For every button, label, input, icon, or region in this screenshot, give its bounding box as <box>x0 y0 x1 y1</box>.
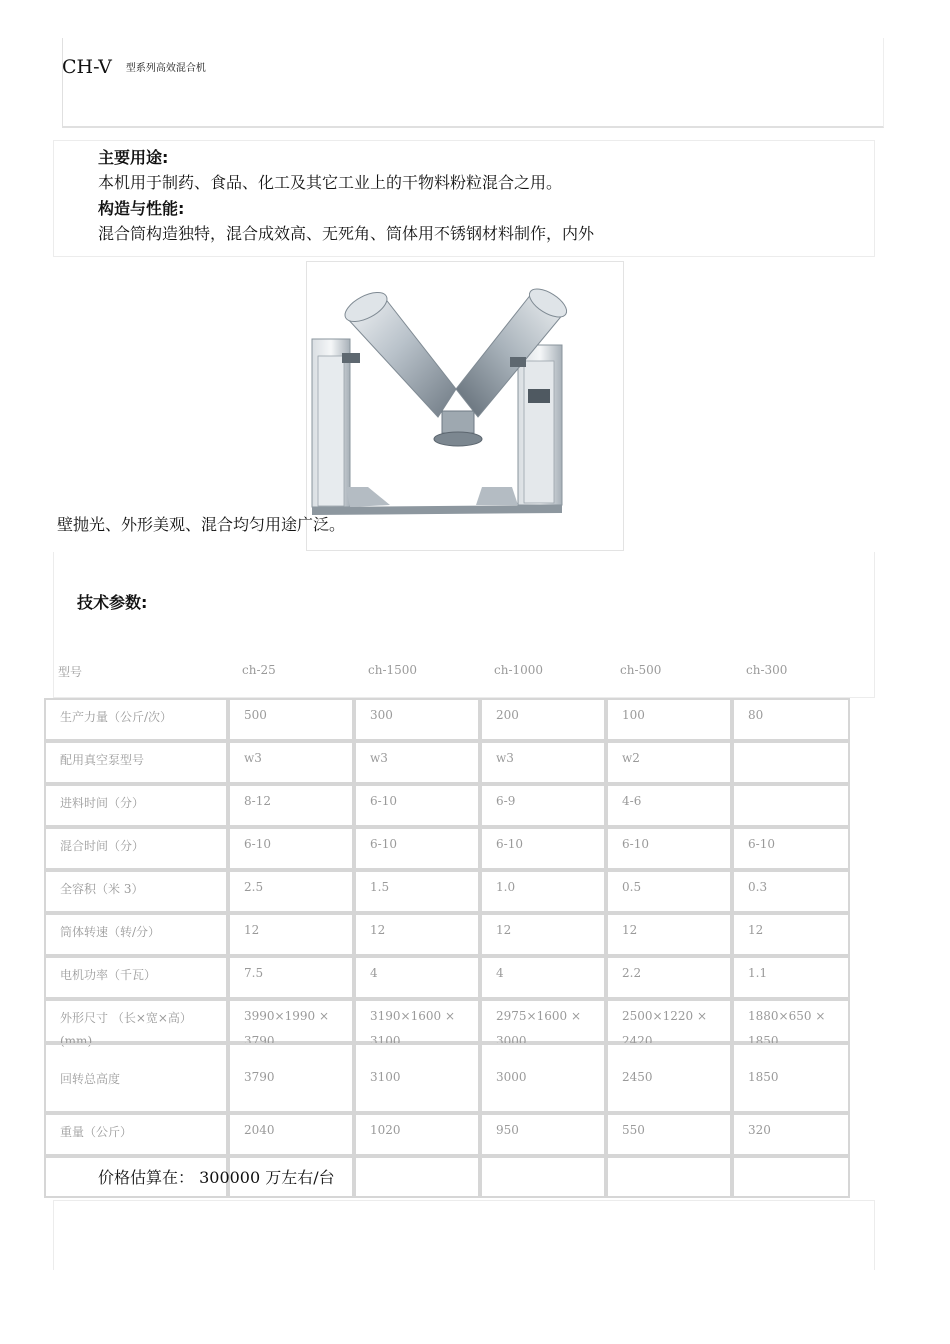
table-cell: 7.5 <box>228 956 354 999</box>
use-heading: 主要用途: <box>98 148 169 167</box>
table-cell: 电机功率（千瓦） <box>44 956 228 999</box>
use-text: 本机用于制药、食品、化工及其它工业上的干物料粉粒混合之用。 <box>98 173 563 192</box>
table-cell: 6-10 <box>228 827 354 870</box>
table-cell: 1.0 <box>480 870 606 913</box>
table-cell: 200 <box>480 698 606 741</box>
table-cell: 外形尺寸 （长×宽×高） (mm) <box>44 999 228 1043</box>
table-cell: 2450 <box>606 1043 732 1113</box>
table-cell: 100 <box>606 698 732 741</box>
table-cell: 3790 <box>228 1043 354 1113</box>
table-cell: 500 <box>228 698 354 741</box>
v-mixer-machine-image <box>306 261 624 551</box>
table-cell: 300 <box>354 698 480 741</box>
table-cell: 2.5 <box>228 870 354 913</box>
structure-heading: 构造与性能: <box>98 199 185 218</box>
params-heading: 技术参数: <box>77 593 148 612</box>
table-cell: 950 <box>480 1113 606 1156</box>
table-cell: 2040 <box>228 1113 354 1156</box>
table-cell: 4 <box>354 956 480 999</box>
table-cell: 1850 <box>732 1043 850 1113</box>
table-header-cell: ch-500 <box>620 663 662 677</box>
table-cell <box>732 741 850 784</box>
table-cell: 6-9 <box>480 784 606 827</box>
table-cell: 配用真空泵型号 <box>44 741 228 784</box>
table-cell: 1.1 <box>732 956 850 999</box>
table-cell: 6-10 <box>606 827 732 870</box>
table-cell: 2.2 <box>606 956 732 999</box>
table-cell <box>480 1156 606 1198</box>
table-cell: 550 <box>606 1113 732 1156</box>
table-header-cell: ch-1000 <box>494 663 544 677</box>
table-header-cell: ch-300 <box>746 663 788 677</box>
page-title <box>62 56 206 78</box>
bottom-frame <box>53 1200 875 1270</box>
table-cell: 筒体转速（转/分） <box>44 913 228 956</box>
table-cell: 1020 <box>354 1113 480 1156</box>
table-cell: 2500×1220 × 2420 <box>606 999 732 1043</box>
table-cell: 4 <box>480 956 606 999</box>
table-cell: 8-12 <box>228 784 354 827</box>
table-cell: 12 <box>228 913 354 956</box>
table-cell: 生产力量（公斤/次） <box>44 698 228 741</box>
price-estimate: 价格估算在： 300000 万左右/台 <box>98 1168 335 1187</box>
title-frame <box>62 38 884 128</box>
table-cell <box>354 1156 480 1198</box>
table-cell: 全容积（米 3） <box>44 870 228 913</box>
table-cell: 12 <box>480 913 606 956</box>
table-header-cell: ch-1500 <box>368 663 418 677</box>
table-cell: 2975×1600 × 3000 <box>480 999 606 1043</box>
table-cell: 6-10 <box>354 784 480 827</box>
table-cell: 3000 <box>480 1043 606 1113</box>
table-cell: 3100 <box>354 1043 480 1113</box>
title-name: 型系列高效混合机 <box>125 63 206 74</box>
table-cell: 3190×1600 × 3100 <box>354 999 480 1043</box>
title-model: CH-V <box>62 56 112 78</box>
table-cell: 80 <box>732 698 850 741</box>
table-cell: w2 <box>606 741 732 784</box>
table-cell: 4-6 <box>606 784 732 827</box>
table-cell: 0.5 <box>606 870 732 913</box>
table-cell <box>732 784 850 827</box>
table-cell <box>606 1156 732 1198</box>
table-cell: 3990×1990 × 3790 <box>228 999 354 1043</box>
table-cell: 混合时间（分） <box>44 827 228 870</box>
table-cell: 回转总高度 <box>44 1043 228 1113</box>
table-cell: 6-10 <box>354 827 480 870</box>
table-cell: 320 <box>732 1113 850 1156</box>
table-cell: 重量（公斤） <box>44 1113 228 1156</box>
table-cell: 0.3 <box>732 870 850 913</box>
table-cell: 进料时间（分） <box>44 784 228 827</box>
structure-text-1: 混合筒构造独特，混合成效高、无死角、筒体用不锈钢材料制作，内外 <box>98 224 595 243</box>
table-cell: w3 <box>228 741 354 784</box>
table-cell <box>732 1156 850 1198</box>
table-header-cell: ch-25 <box>242 663 276 677</box>
table-cell: 12 <box>354 913 480 956</box>
table-cell: w3 <box>480 741 606 784</box>
table-cell: 1880×650 × 1850 <box>732 999 850 1043</box>
table-cell: 1.5 <box>354 870 480 913</box>
structure-text-2: 壁抛光、外形美观、混合均匀用途广泛。 <box>57 515 346 534</box>
table-cell: 6-10 <box>480 827 606 870</box>
table-header-cell: 型号 <box>58 665 83 679</box>
table-cell: w3 <box>354 741 480 784</box>
table-cell: 12 <box>732 913 850 956</box>
table-cell: 12 <box>606 913 732 956</box>
table-cell: 6-10 <box>732 827 850 870</box>
